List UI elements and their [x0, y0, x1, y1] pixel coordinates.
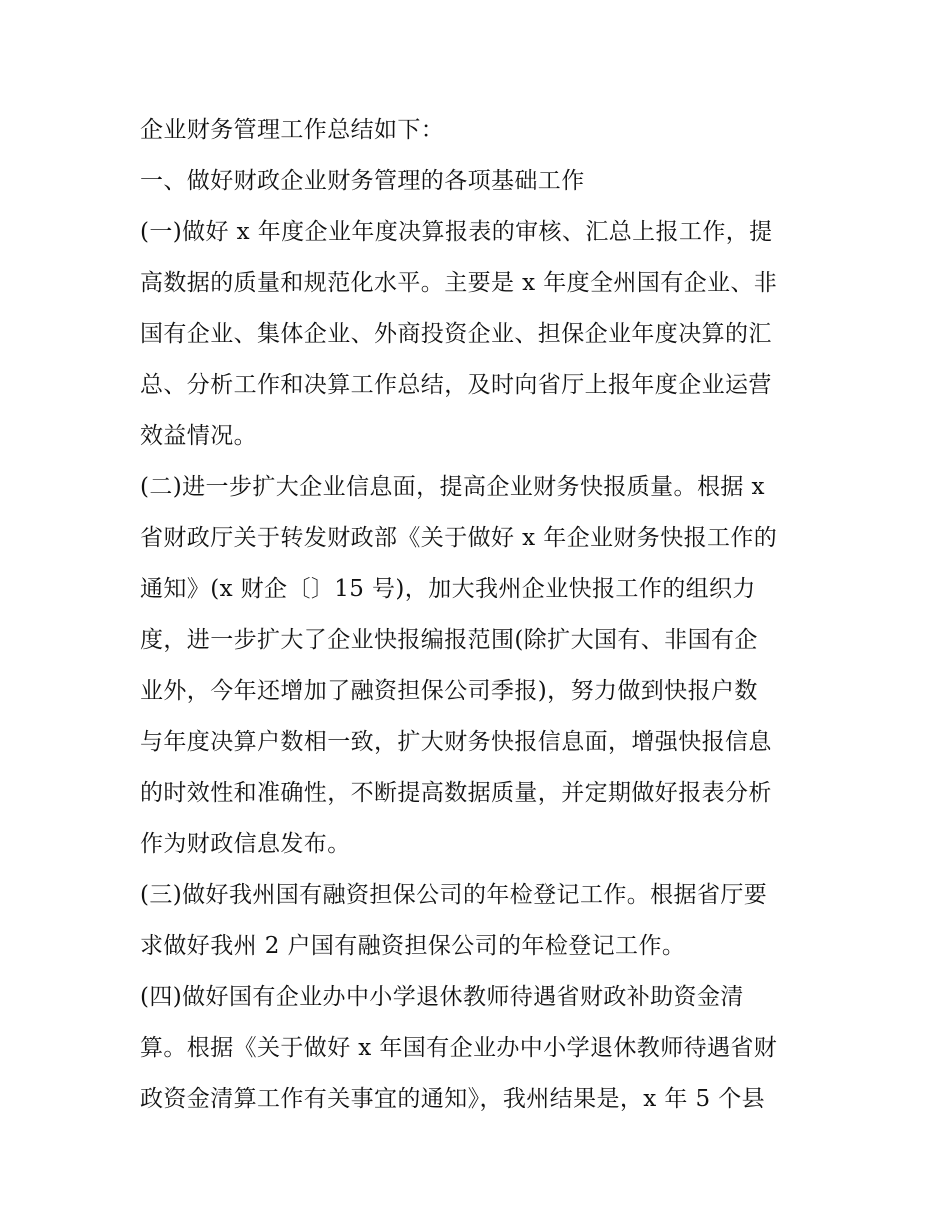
section-heading: 一、做好财政企业财务管理的各项基础工作: [140, 168, 585, 194]
text-line: 业外，今年还增加了融资担保公司季报)，努力做到快报户数: [140, 678, 758, 704]
text-line: (二)进一步扩大企业信息面，提高企业财务快报质量。根据 x: [140, 474, 765, 500]
text-line: 高数据的质量和规范化水平。主要是 x 年度全州国有企业、非: [140, 270, 778, 296]
text-line: 算。根据《关于做好 x 年国有企业办中小学退休教师待遇省财: [140, 1035, 778, 1061]
text-line: (四)做好国有企业办中小学退休教师待遇省财政补助资金清: [140, 984, 744, 1010]
text-line: (三)做好我州国有融资担保公司的年检登记工作。根据省厅要: [140, 882, 768, 908]
text-line: 总、分析工作和决算工作总结，及时向省厅上报年度企业运营: [140, 372, 772, 398]
text-line: 政资金清算工作有关事宜的通知》，我州结果是，x 年 5 个县: [140, 1086, 766, 1112]
text-line: (一)做好 x 年度企业年度决算报表的审核、汇总上报工作，提: [140, 219, 773, 245]
text-line: 国有企业、集体企业、外商投资企业、担保企业年度决算的汇: [140, 321, 772, 347]
text-line: 效益情况。: [140, 423, 257, 449]
text-line: 通知》(x 财企〔〕15 号)，加大我州企业快报工作的组织力: [140, 576, 756, 602]
text-line: 企业财务管理工作总结如下：: [140, 117, 445, 143]
text-line: 与年度决算户数相一致，扩大财务快报信息面，增强快报信息: [140, 729, 772, 755]
text-line: 作为财政信息发布。: [140, 831, 351, 857]
text-line: 度，进一步扩大了企业快报编报范围(除扩大国有、非国有企: [140, 627, 758, 653]
text-line: 求做好我州 2 户国有融资担保公司的年检登记工作。: [140, 933, 686, 959]
text-line: 省财政厅关于转发财政部《关于做好 x 年企业财务快报工作的: [140, 525, 778, 551]
text-line: 的时效性和准确性，不断提高数据质量，并定期做好报表分析: [140, 780, 772, 806]
